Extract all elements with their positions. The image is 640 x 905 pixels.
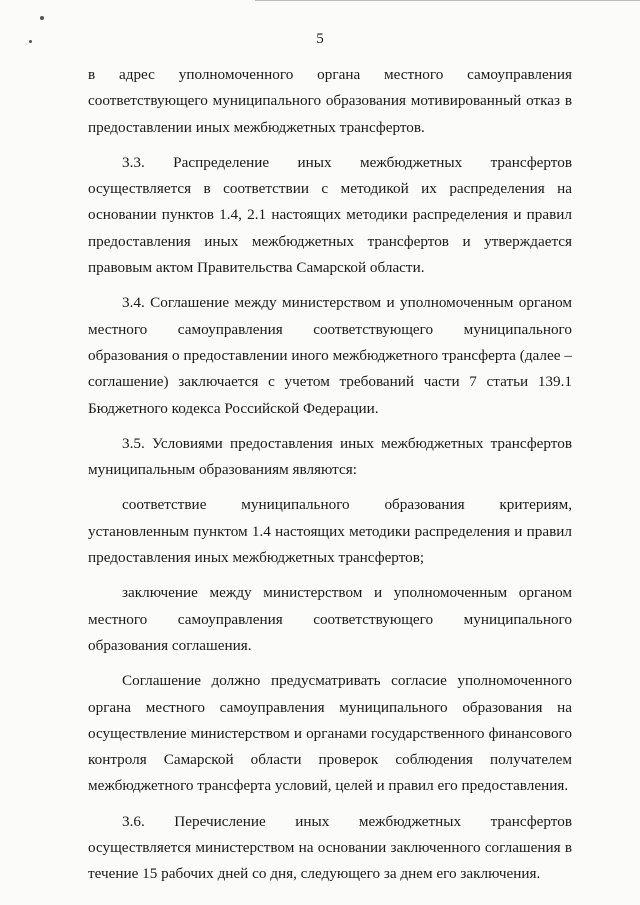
document-body — [88, 62, 572, 890]
paragraph-3-3: 3.3. Распределение иных межбюджетных трансфертов осуществляется в соответствии с методикой их распределения на основании пунктов 1.4, 2.1 настоящих методики распределения и правил предоставления иных межбюджетных трансфертов и утверждается правовым актом Правительства Самарской области. — [88, 153, 572, 277]
paragraph-3-4: 3.4. Соглашение между министерством и уполномоченным органом местного самоуправления соответствующего муниципального образования о предоставлении иного межбюджетного трансферта (далее – соглашение) заключается с учетом требований части 7 статьи 139.1 Бюджетного кодекса Российской Федерации. — [88, 294, 572, 417]
paragraph-3-5: 3.5. Условиями предоставления иных межбюджетных трансфертов муниципальным образованиям являются: — [88, 434, 572, 479]
paragraph-agreement-consent: Соглашение должно предусматривать согласие уполномоченного органа местного самоуправления муниципального образования на осуществление министерством и органами государственного финансового контроля Самарской области проверок соблюдения получателем межбюджетного трансферта условий, целей и правил его предоставления. — [88, 672, 572, 795]
page-number: 5 — [316, 31, 324, 47]
scan-speck — [40, 16, 44, 20]
condition-criteria: соответствие муниципального образования критериям, установленным пунктом 1.4 настоящих методики распределения и правил предоставления иных межбюджетных трансфертов; — [88, 496, 572, 567]
scan-edge-line — [255, 0, 640, 1]
paragraph-3-6: 3.6. Перечисление иных межбюджетных трансфертов осуществляется министерством на основании заключенного соглашения в течение 15 рабочих дней со дня, следующего за днем его заключения. — [88, 812, 572, 883]
paragraph-refusal-continuation: в адрес уполномоченного органа местного самоуправления соответствующего муниципального образования мотивированный отказ в предоставлении иных межбюджетных трансфертов. — [88, 66, 572, 136]
condition-agreement: заключение между министерством и уполномоченным органом местного самоуправления соответствующего муниципального образования соглашения. — [88, 584, 572, 654]
